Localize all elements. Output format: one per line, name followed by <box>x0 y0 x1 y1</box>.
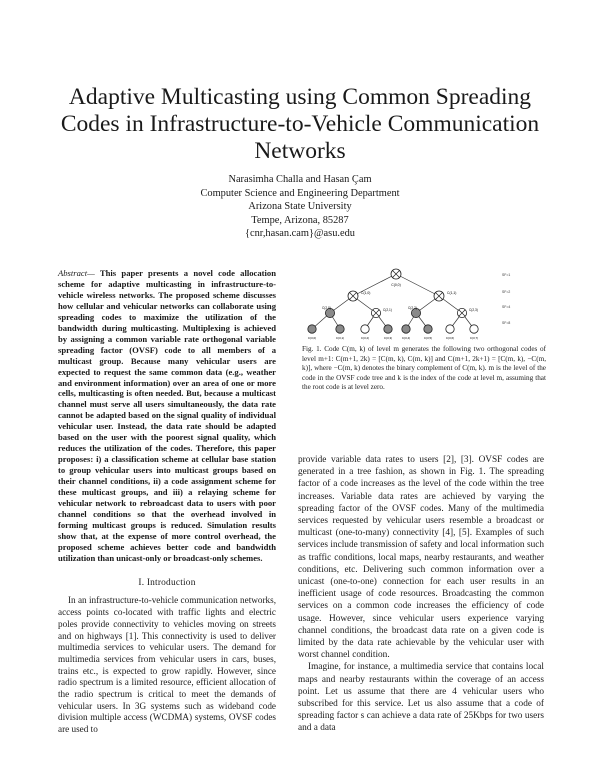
sf-label: SF=1 <box>502 273 511 277</box>
tree-node-level2-1 <box>371 308 391 318</box>
right-column <box>298 454 544 735</box>
abstract-lead: Abstract— <box>58 268 95 278</box>
tree-node-level3-7 <box>470 325 478 340</box>
node-label: C(1,1) <box>447 291 457 295</box>
email: {cnr,hasan.cam}@asu.edu <box>244 228 355 240</box>
abstract <box>58 268 276 564</box>
figure-caption <box>302 345 546 393</box>
tree-node-level3-5 <box>424 325 432 340</box>
node-label: C(3,5) <box>423 336 433 340</box>
node-label: C(3,7) <box>469 336 479 340</box>
department: Computer Science and Engineering Department <box>200 187 400 199</box>
node-label: C(2,1) <box>383 308 392 312</box>
tree-node-level3-3 <box>384 325 392 340</box>
node-label: C(2,2) <box>408 306 417 310</box>
node-label: C(2,3) <box>469 308 478 312</box>
right-paragraph-2: Imagine, for instance, a multimedia service that contains local maps and nearby restaurants within the coverage of an access point. Let us assume that there are 4 vehicular users who subscribed for this service. Let us also assume that a code of spreading factor s can achieve a data rate of 25Kbps for two users and a data <box>298 662 544 734</box>
tree-node-level3-4 <box>402 325 410 340</box>
sf-label: SF=4 <box>502 305 511 309</box>
tree-node-level2-2 <box>408 306 421 318</box>
author-block <box>40 173 560 241</box>
sf-label: SF=2 <box>502 290 511 294</box>
section-heading-introduction: I. Introduction <box>138 577 196 588</box>
node-label: C(3,0) <box>307 336 317 340</box>
node-label: C(0,0) <box>391 283 401 287</box>
tree-node-level3-0 <box>308 325 316 340</box>
sf-label: SF=8 <box>502 321 511 325</box>
abstract-text: This paper presents a novel code allocation scheme for adaptive multicasting in infrastructure-to-vehicle wireless networks. The proposed scheme discusses how cellular and vehicular networks can collaborate using spreading codes to maximize the utilization of the bandwidth during multicasting. Multiplexing is achieved by assigning a common variable rate orthogonal variable spreading factor (OVSF) code to all members of a multicast group. Because many vehicular users are expected to request the same common data (e.g., weather and environment information) over an area of one or more cells, multicasting is often needed. But, because a multicast channel must serve all users simultaneously, the data rate cannot be adapted based on the signal quality of individual vehicular user. Instead, the data rate should be adapted based on the user with the poorest signal quality, which reduces the utilization of the codes. Therefore, this paper proposes: i) a classification scheme at cellular base station to group vehicular users into multicast groups based on their channel conditions, ii) a code assignment scheme for these multicast groups, and iii) a relaying scheme for vehicular network to rebroadcast data to users with poor channel conditions so that the overhead involved in forming multicast groups is reduced. Simulation results show that, at the expense of more control overhead, the proposed scheme achieves better code and bandwidth utilization than unicast-only or broadcast-only schemes. <box>58 268 276 563</box>
node-label: C(3,3) <box>383 336 393 340</box>
node-label: C(3,2) <box>360 336 370 340</box>
intro-paragraph: In an infrastructure-to-vehicle communication networks, access points co-located with traffic lights and electric poles provide connectivity to vehicles moving on streets and on highways [1]. This connectivity is used to deliver multimedia services to vehicular users. The demand for multimedia services from vehicular users in cars, buses, trains etc., is expected to grow rapidly. However, since radio spectrum is a limited resource, efficient allocation of the radio spectrum is critical to meet the demands of vehicular users. In 3G systems such as wideband code division multiple access (WCDMA) systems, OVSF codes are used to <box>58 595 276 735</box>
node-label: C(3,1) <box>335 336 345 340</box>
figure-label: Fig. 1. <box>302 345 322 353</box>
node-label: C(2,0) <box>322 306 331 310</box>
ovsf-tree-diagram <box>298 268 538 342</box>
ovsf-code-tree-figure <box>298 268 538 342</box>
university: Arizona State University <box>248 201 352 213</box>
tree-node-level3-1 <box>336 325 344 340</box>
tree-node-root <box>391 269 401 287</box>
spreading-factor-labels <box>502 273 510 325</box>
tree-node-level2-3 <box>457 308 477 318</box>
node-label: C(3,6) <box>445 336 455 340</box>
node-label: C(3,4) <box>401 336 411 340</box>
right-paragraph-1: provide variable data rates to users [2], [3]. OVSF codes are generated in a tree fashion, as shown in Fig. 1. The spreading factor of a code increases as the level of the code within the tree increases. Variable data rates are achieved by varying the spreading factor of the OVSF codes. Many of the multimedia services requested by vehicular users resemble a broadcast or multicast (one-to-many) connectivity [4], [5]. Examples of such services include transmission of safety and local information such as traffic conditions, local maps, nearby restaurants, and weather conditions, etc. Delivering such common information over a unicast (one-to-one) connection for each user results in an inefficient usage of code resources. Broadcasting the common services on a common code increases the efficiency of code usage. However, since vehicular users experience varying channel conditions, the broadcast data rate on a given code is limited by the data rate achievable by the vehicular user with worst channel condition. <box>298 455 544 661</box>
location: Tempe, Arizona, 85287 <box>251 214 349 226</box>
author-names: Narasimha Challa and Hasan Çam <box>228 174 372 185</box>
tree-node-level3-6 <box>446 325 454 340</box>
paper-title: Adaptive Multicasting using Common Spreading Codes in Infrastructure-to-Vehicle Communication Networks <box>60 84 540 164</box>
figure-caption-text: Code C(m, k) of level m generates the following two orthogonal codes of level m+1: C(m+1, 2k) = [C(m, k), C(m, k)] and C(m+1, 2k+1) = [C(m, k), −C(m, k)], where −C(m, k) denotes the binary complement of C(m, k). m is the level of the code in the OVSF code tree and k is the index of the code at level m, assuming that the root code is at level zero. <box>302 345 547 392</box>
tree-node-level1-1 <box>434 291 456 301</box>
tree-node-level2-0 <box>322 306 335 318</box>
tree-node-level3-2 <box>361 325 369 340</box>
node-label: C(1,0) <box>361 291 371 295</box>
left-column <box>58 268 276 736</box>
